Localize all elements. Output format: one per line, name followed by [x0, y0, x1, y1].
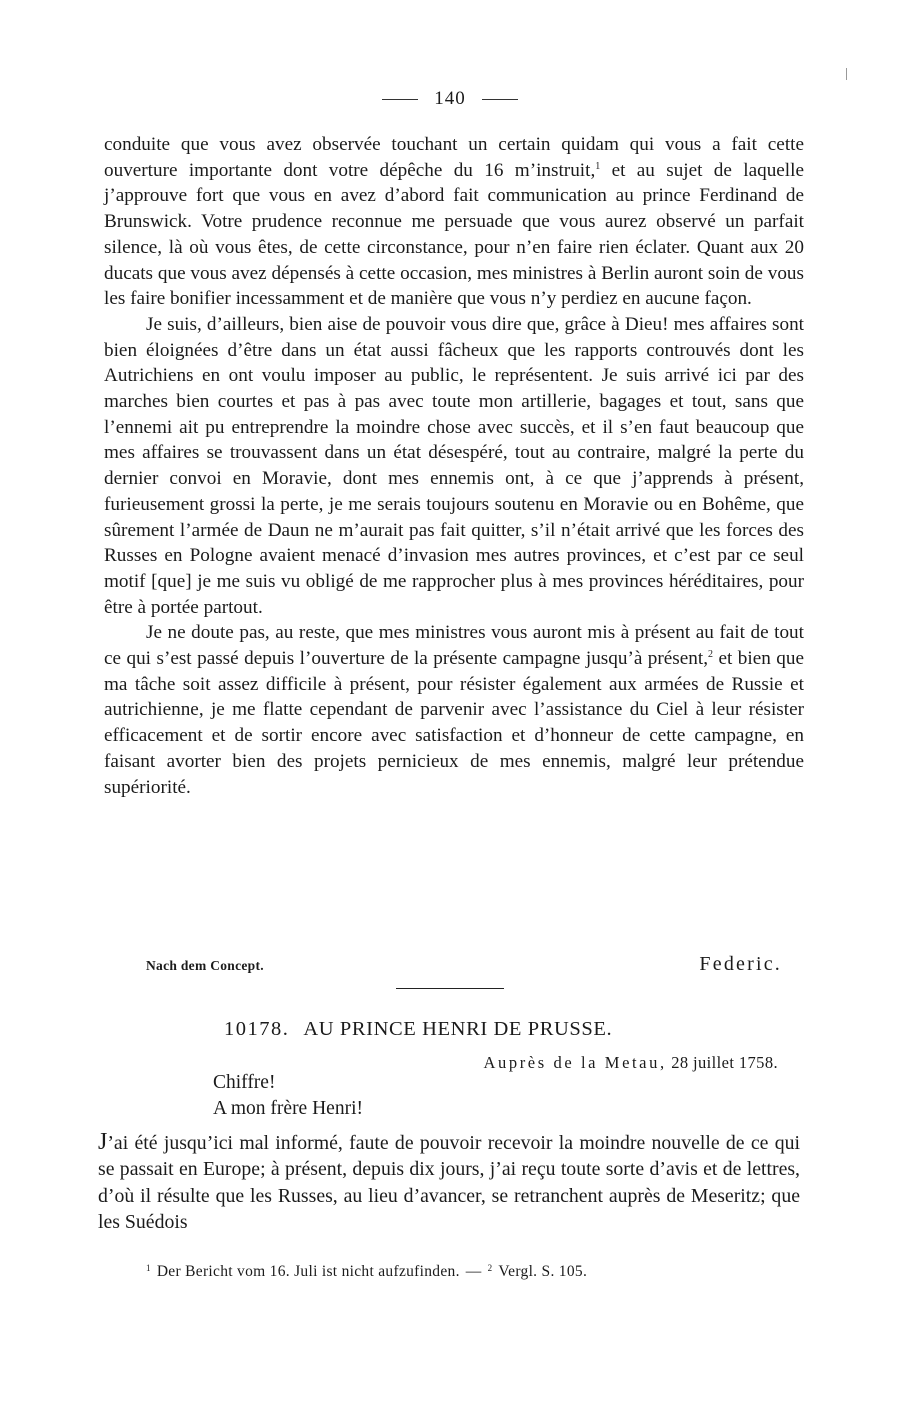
- paragraph-text-1: conduite que vous avez observée touchant un certain quidam qui vous a fait cette ouverture importante dont votre dépêche du 16 m’instruit,: [104, 134, 804, 181]
- footnote-mark-2: 2: [708, 649, 714, 661]
- initial-letter: J: [98, 1129, 108, 1155]
- paragraph-continuation: [104, 132, 804, 312]
- dateline-place: Auprès de la Metau,: [483, 1053, 667, 1072]
- paragraph-text-3: Je suis, d’ailleurs, bien aise de pouvoir vous dire que, grâce à Dieu! mes affaires sont bien éloignées d’être dans un état aussi fâcheux que les rapports controuvés dont les Autrichiens en ont voulu imposer au public, le représentent. Je suis arrivé ici par des marches bien courtes et pas à pas avec toute mon artillerie, bagages et tout, sans que l’ennemi ait pu entreprendre la moindre chose avec succès, et il s’en faut beaucoup que mes affaires se trouvassent dans un état désespéré, tout au contraire, malgré la perte du dernier convoi en Moravie, dont mes ennemis ont, à ce que j’apprends à présent, furieusement grossi la perte, je me serais toujours soutenu en Moravie ou en Bohême, que sûrement l’armée de Daun ne m’aurait pas fait quitter, s’il n’était arrivé que les forces des Russes en Pologne avaient menacé d’invasion mes autres provinces, et c’est par ce seul motif [que] je me suis vu obligé de me rapprocher plus à mes provinces héréditaires, pour être à portée partout.: [104, 313, 804, 618]
- footnote-2-text: Vergl. S. 105.: [498, 1263, 588, 1280]
- paragraph-text-4: Je ne doute pas, au reste, que mes ministres vous auront mis à présent au fait de tout ce qui s’est passé depuis l’ouverture de la présente campagne jusqu’à présent,: [104, 622, 804, 670]
- source-note: Nach dem Concept.: [146, 958, 264, 973]
- closing-row: [146, 953, 782, 979]
- paragraph-affairs: [104, 312, 804, 620]
- letter-body: [98, 1129, 800, 1235]
- letter-paragraph: [98, 1129, 800, 1235]
- paragraph-ministers: [104, 620, 804, 800]
- letter-heading: [224, 1018, 612, 1041]
- letter-paragraph-text: ’ai été jusqu’ici mal informé, faute de pouvoir recevoir la moindre nouvelle de ce qui se passait en Europe; à présent, depuis dix jours, j’ai reçu toute sorte d’avis et de lettres, d’où il résulte que les Russes, au lieu d’avancer, se retranchent auprès de Meseritz; que les Suédois: [98, 1132, 800, 1233]
- signature: Federic.: [699, 953, 782, 975]
- footnote-mark-1: 1: [595, 160, 601, 172]
- paragraph-text-2: et au sujet de laquelle j’approuve fort que vous en avez d’abord fait communication au prince Ferdinand de Brunswick. Votre prudence reconnue me persuade que vous aurez observé un parfait silence, là où vous êtes, de cette circonstance, pour n’en faire rien éclater. Quant aux 20 ducats que vous avez dépensés à cette occasion, mes ministres à Berlin auront soin de vous les faire bonifier incessamment et de manière que vous n’y perdiez en aucune façon.: [104, 159, 804, 310]
- dateline-date: 28 juillet 1758.: [671, 1053, 778, 1072]
- page-header: [0, 88, 900, 110]
- footnote-separator: —: [465, 1263, 482, 1280]
- paragraph-text-5: et bien que ma tâche soit assez difficile à présent, pour résister également aux armées de Russie et autrichienne, je me flatte cependant de parvenir avec l’assistance du Ciel à leur résister efficacement et de sortir encore avec satisfaction et d’honneur de cette campagne, en faisant avorter bien des projets pernicieux de mes ennemis, malgré leur prétendue supériorité.: [104, 648, 805, 798]
- salutation: A mon frère Henri!: [213, 1098, 363, 1119]
- footnotes: [146, 1263, 587, 1281]
- section-separator: [396, 988, 504, 989]
- letter-title: AU PRINCE HENRI DE PRUSSE.: [303, 1018, 613, 1040]
- dateline: [483, 1053, 778, 1073]
- footnote-1-text: Der Bericht vom 16. Juli ist nicht aufzufinden.: [156, 1263, 460, 1280]
- header-left-dash: [382, 99, 418, 100]
- page-number: 140: [434, 88, 466, 109]
- previous-letter-body: [104, 132, 804, 800]
- cipher-note: Chiffre!: [213, 1072, 276, 1093]
- footnote-1-mark: 1: [146, 1263, 151, 1273]
- margin-mark: [846, 68, 847, 80]
- letter-number: 10178.: [224, 1018, 290, 1040]
- header-right-dash: [482, 99, 518, 100]
- footnote-2-mark: 2: [487, 1263, 493, 1273]
